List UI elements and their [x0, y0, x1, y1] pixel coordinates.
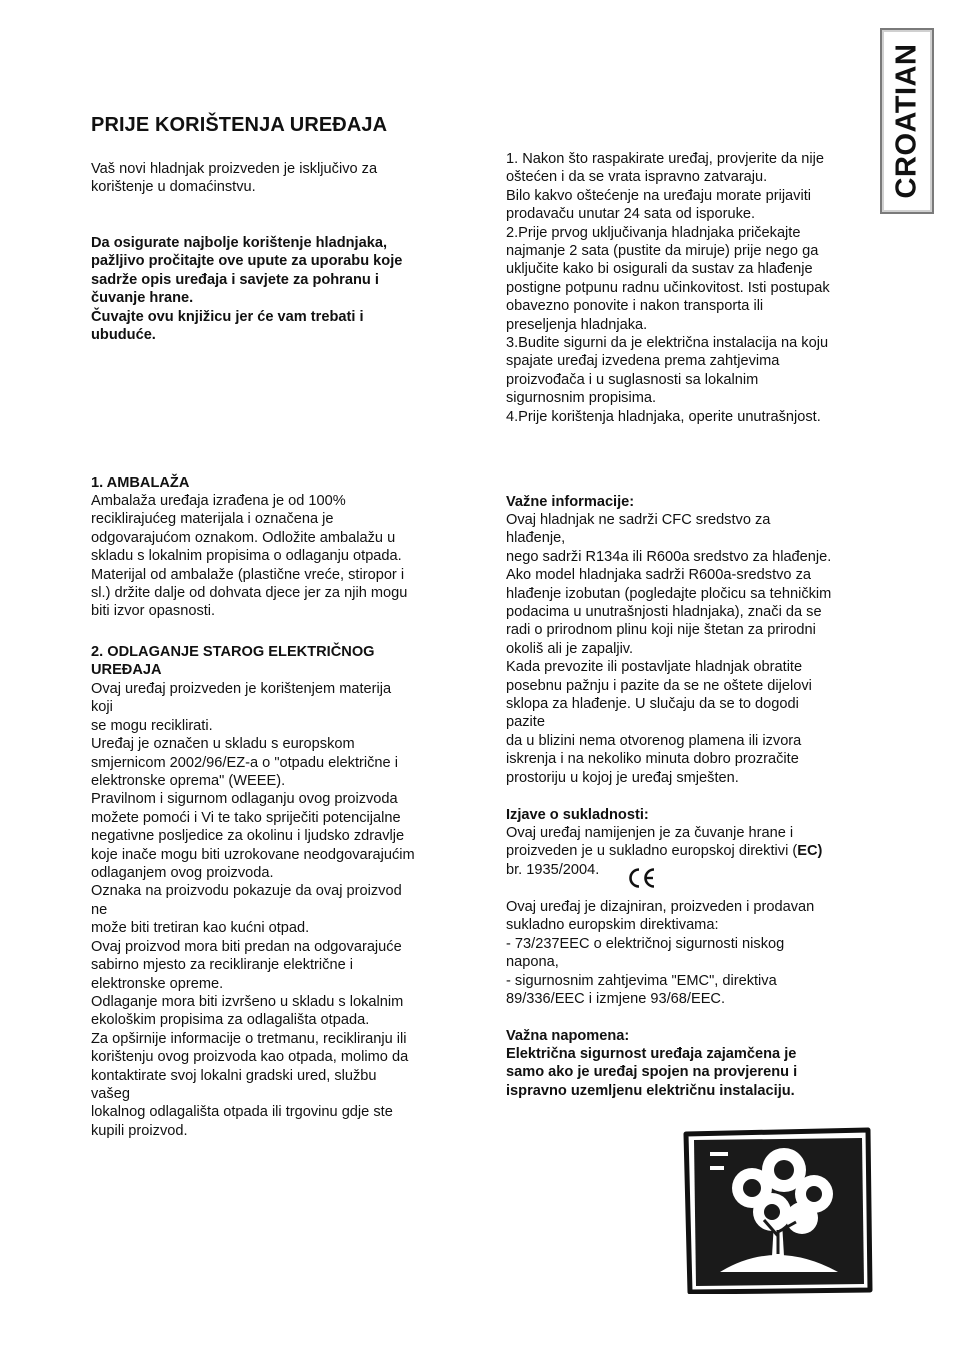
setup-steps: 1. Nakon što raspakirate uređaj, provjerite da nije oštećen i da se vrata ispravno zatvaraju. Bilo kakvo oštećenje na uređaju morate prijaviti prodavaču unutar 24 sata od isporuke. 2.Prije prvog uključivanja hladnjaka pričekajte najmanje 2 sata (pustite da miruje) prije nego ga uključite kako bi osigurali da sustav za hlađenje postigne potpunu radnu učinkovitost. Isti postupak obavezno ponovite i nakon transporta ili preseljenja hladnjaka. 3.Budite sigurni da je električna instalacija na koju spajate uređaj izvedena prema zahtjevima proizvođača i u suglasnosti sa lokalnim sigurnosnim propisima. 4.Prije korištenja hladnjaka, operite unutrašnjost.: [506, 151, 830, 425]
page-title: PRIJE KORIŠTENJA UREĐAJA: [91, 114, 388, 136]
language-tab: [880, 28, 934, 214]
izjave-text-part-a: Ovaj uređaj namijenjen je za čuvanje hrane i proizveden je u sukladno europskoj direktivi (: [506, 825, 798, 860]
section-heading-odlaganje: 2. ODLAGANJE STAROG ELEKTRIČNOG UREĐAJA: [91, 644, 375, 679]
section-heading-ambalaza: 1. AMBALAŽA: [91, 475, 190, 491]
section-text-direktive: Ovaj uređaj je dizajniran, proizveden i prodavan sukladno europskim direktivama: - 73/237EEC o električnoj sigurnosti niskog napona, - sigurnosnim zahtjevima "EMC", direktiva 89/336/EEC i izmjene 93/68/EEC.: [506, 899, 815, 1008]
language-tab-label: CROATIAN: [890, 43, 923, 199]
izjave-text-part-b: br. 1935/2004.: [506, 861, 600, 878]
section-heading-napomena: Važna napomena:: [506, 1028, 630, 1044]
intro-paragraph: Vaš novi hladnjak proizveden je isključivo za korištenje u domaćinstvu.: [91, 161, 378, 196]
section-text-izjave: [506, 824, 864, 879]
tree-eco-icon: [680, 1126, 874, 1294]
section-text-napomena: Električna sigurnost uređaja zajamčena je samo ako je uređaj spojen na provjerenu i ispravno uzemljenu električnu instalaciju.: [506, 1046, 798, 1099]
intro-bold-notice: Da osigurate najbolje korištenje hladnjaka, pažljivo pročitajte ove upute za uporabu koje sadrže opis uređaja i savjete za pohranu i čuvanje hrane. Čuvajte ovu knjižicu jer će vam trebati i ubuduće.: [91, 235, 403, 344]
section-heading-izjave: Izjave o sukladnosti:: [506, 807, 649, 823]
section-heading-vazne-informacije: Važne informacije:: [506, 494, 635, 510]
izjave-text-ec: EC): [797, 843, 823, 860]
section-text-odlaganje: Ovaj uređaj proizveden je korištenjem materija koji se mogu reciklirati. Uređaj je označen u skladu s europskom smjernicom 2002/96/EZ-a o "otpadu električne i elektronske oprema" (WEEE). Pravilnom i sigurnom odlaganju ovog proizvoda možete pomoći i Vi te tako spriječiti potencijalne negativne posljedice za okolinu i ljudsko zdravlje koje inače mogu biti uzrokovane neodgovarajućim odlaganjem ovog proizvoda. Oznaka na proizvodu pokazuje da ovaj proizvod ne može biti tretiran kao kućni otpad. Ovaj proizvod mora biti predan na odgovarajuće sabirno mjesto za recikliranje električne i elektronske opreme. Odlaganje mora biti izvršeno u skladu s lokalnim ekološkim propisima za odlagališta otpada. Za opširnije informacije o tretmanu, recikliranju ili korištenju ovog proizvoda kao otpada, molimo da kontaktirate svoj lokalni gradski ured, službu vašeg lokalnog odlagališta otpada ili trgovinu gdje ste kupili proizvod.: [91, 681, 415, 1139]
ce-mark-icon: [626, 866, 658, 890]
section-text-ambalaza: Ambalaža uređaja izrađena je od 100% reciklirajućeg materijala i označena je odgovarajućom oznakom. Odložite ambalažu u skladu s lokalnim propisima o odlaganju otpada. Materijal od ambalaže (plastične vreće, stiropor i sl.) držite dalje od dohvata djece jer za njih mogu biti izvor opasnosti.: [91, 493, 408, 620]
section-text-vazne-informacije: Ovaj hladnjak ne sadrži CFC sredstvo za hlađenje, nego sadrži R134a ili R600a sredstvo za hlađenje. Ako model hladnjaka sadrži R600a-sredstvo za hlađenje izobutan (pogledajte pločicu sa tehničkim podacima u unutrašnjosti hladnjaka), znači da se radi o prirodnom plinu koji nije štetan za prirodni okoliš ali je zapaljiv. Kada prevozite ili postavljate hladnjak obratite posebnu pažnju i pazite da se ne oštete dijelovi sklopa za hlađenje. U slučaju da se to dogodi pazite da u blizini nema otvorenog plamena ili izvora iskrenja i na nekoliko minuta dobro prozračite prostoriju u kojoj je uređaj smješten.: [506, 512, 832, 786]
